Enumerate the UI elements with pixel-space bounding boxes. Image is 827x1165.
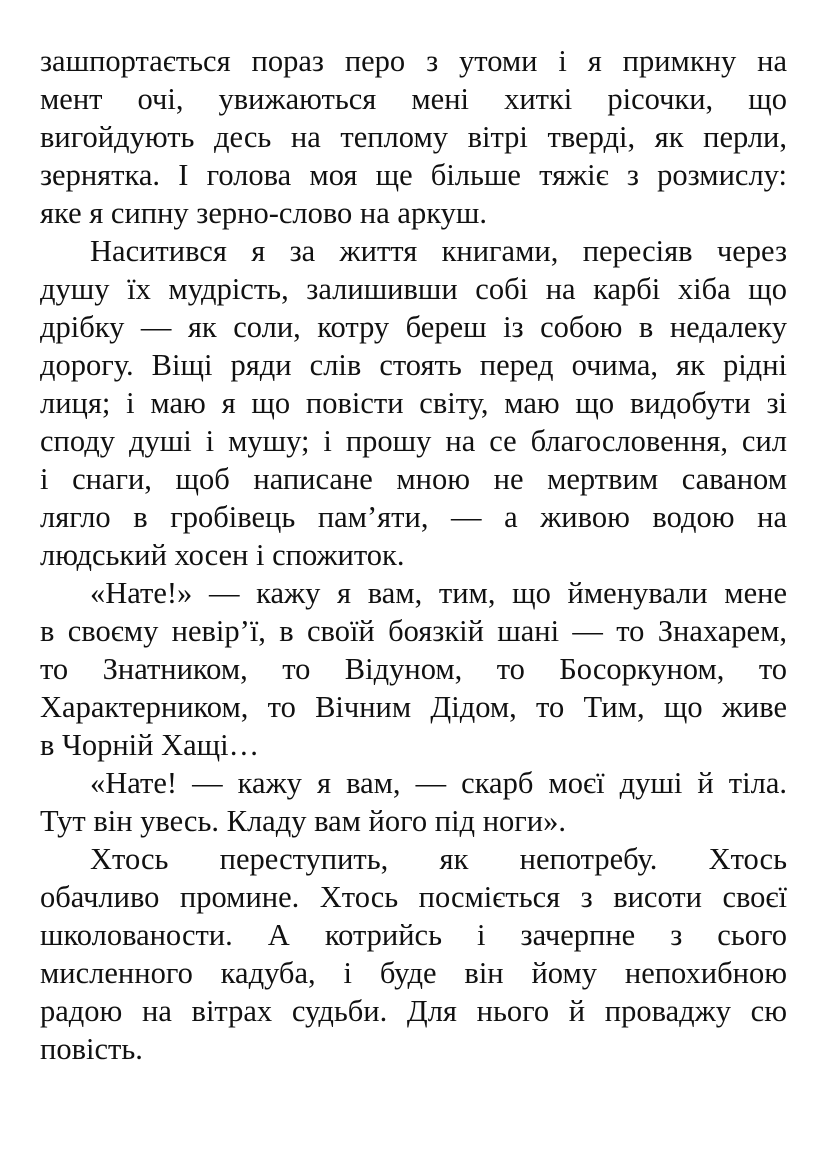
text-line: лиця; і маю я що повісти світу, маю що видобути зі: [40, 386, 787, 420]
text-line: яке я сипну зерно-слово на аркуш.: [40, 196, 487, 230]
text-line: вигойдують десь на теплому вітрі тверді, як перли,: [40, 120, 787, 154]
text-line: лягло в гробівець пам’яти, — а живою водою на: [40, 500, 787, 534]
text-line: в своєму невір’ї, в своїй боязкій шані — то Знахарем,: [40, 614, 787, 648]
document-page: [40, 42, 787, 1068]
text-line: дрібку — як соли, котру береш із собою в недалеку: [40, 310, 787, 344]
text-line: зашпортається пораз перо з утоми і я примкну на: [40, 44, 787, 78]
text-line: Тут він увесь. Кладу вам його під ноги».: [40, 804, 566, 838]
text-line: Характерником, то Вічним Дідом, то Тим, що живе: [40, 690, 787, 724]
text-line: в Чорній Хащі…: [40, 728, 260, 762]
text-line: то Знатником, то Відуном, то Босоркуном, то: [40, 652, 787, 686]
text-line: мент очі, увижаються мені хиткі рісочки, що: [40, 82, 787, 116]
text-line: споду душі і мушу; і прошу на се благословення, сил: [40, 424, 787, 458]
text-line: душу їх мудрість, залишивши собі на карбі хіба що: [40, 272, 787, 306]
text-line: радою на вітрах судьби. Для нього й проваджу сю: [40, 994, 787, 1028]
text-line: людський хосен і спожиток.: [40, 538, 405, 572]
text-line: і снаги, щоб написане мною не мертвим саваном: [40, 462, 787, 496]
text-line: Наситився я за життя книгами, пересіяв через: [90, 234, 787, 268]
text-line: «Нате!» — кажу я вам, тим, що йменували мене: [90, 576, 787, 610]
text-line: дорогу. Віщі ряди слів стоять перед очима, як рідні: [40, 348, 787, 382]
text-line: зернятка. І голова моя ще більше тяжіє з розмислу:: [40, 158, 787, 192]
text-line: Хтось переступить, як непотребу. Хтось: [90, 842, 787, 876]
text-line: обачливо промине. Хтось посміється з висоти своєї: [40, 880, 787, 914]
text-line: школованости. А котрийсь і зачерпне з сього: [40, 918, 787, 952]
text-line: мисленного кадуба, і буде він йому непохибною: [40, 956, 787, 990]
text-body: [40, 42, 787, 1068]
text-line: «Нате! — кажу я вам, — скарб моєї душі й тіла.: [90, 766, 787, 800]
text-line: повість.: [40, 1032, 143, 1066]
